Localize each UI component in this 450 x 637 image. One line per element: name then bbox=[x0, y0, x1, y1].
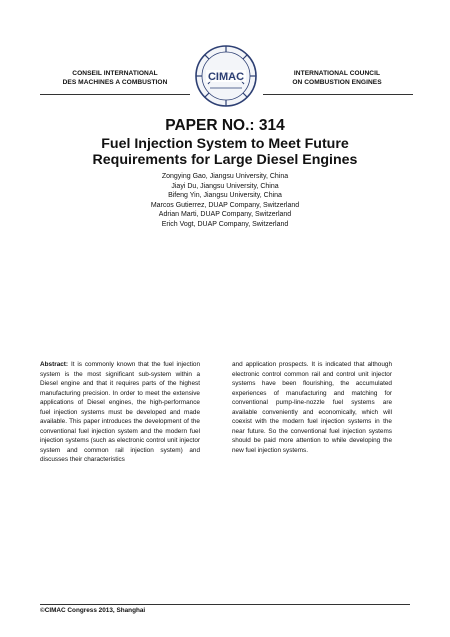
author: Marcos Gutierrez, DUAP Company, Switzerland bbox=[150, 201, 300, 209]
author: Erich Vogt, DUAP Company, Switzerland bbox=[161, 220, 289, 228]
council-name-english-line2: ON COMBUSTION ENGINES bbox=[292, 79, 382, 86]
footer-rule bbox=[40, 604, 410, 605]
author: Bifeng Yin, Jiangsu University, China bbox=[168, 192, 282, 200]
header-rule-left bbox=[40, 94, 190, 95]
abstract-text-1: It is commonly known that the fuel injection system is the most significant sub-system within a Diesel engine and that it requires parts of the highest manufacturing precision. In order to meet the extensive applications of Diesel engines, the high-performance fuel injection systems must be developed and made available. This paper introduces the development of the conventional fuel injection system and the modern fuel injection systems (such as electronic control unit injector system and common rail injection system) and discusses their characteristics bbox=[40, 361, 201, 463]
logo-text: CIMAC bbox=[207, 71, 245, 83]
author: Adrian Marti, DUAP Company, Switzerland bbox=[158, 211, 292, 219]
paper-title-line1: Fuel Injection System to Meet Future bbox=[101, 136, 349, 152]
header-rule-right bbox=[263, 94, 413, 95]
author: Zongying Gao, Jiangsu University, China bbox=[161, 173, 289, 180]
council-name-french-line1: CONSEIL INTERNATIONAL bbox=[72, 70, 158, 77]
abstract-text-2: and application prospects. It is indicated that although electronic control common rail and control unit injector systems have been flourishing, the accumulated experiences of manufacturing and matching for conventional pump-line-nozzle fuel systems are available conveniently and economically, which will coexist with the modern fuel injection systems in the near future. So the conventional fuel injection systems should be paid more attention to while developing the new fuel injection systems. bbox=[232, 361, 392, 454]
paper-number: PAPER NO.: 314 bbox=[165, 117, 285, 134]
copyright-footer: ©CIMAC Congress 2013, Shanghai bbox=[40, 607, 146, 614]
abstract-label: Abstract: bbox=[40, 361, 69, 368]
council-name-french bbox=[40, 69, 190, 87]
paper-title-line2: Requirements for Large Diesel Engines bbox=[92, 152, 358, 168]
cimac-logo bbox=[194, 44, 258, 108]
council-name-english-line1: INTERNATIONAL COUNCIL bbox=[293, 70, 381, 77]
paper-title bbox=[40, 136, 410, 168]
abstract-column-1 bbox=[40, 360, 200, 465]
abstract-column-2 bbox=[232, 360, 392, 455]
council-name-english bbox=[262, 69, 412, 87]
abstract-paragraph-1 bbox=[40, 360, 200, 465]
author-list bbox=[0, 172, 450, 230]
council-name-french-line2: DES MACHINES A COMBUSTION bbox=[62, 79, 168, 86]
author: Jiayi Du, Jiangsu University, China bbox=[171, 182, 279, 190]
